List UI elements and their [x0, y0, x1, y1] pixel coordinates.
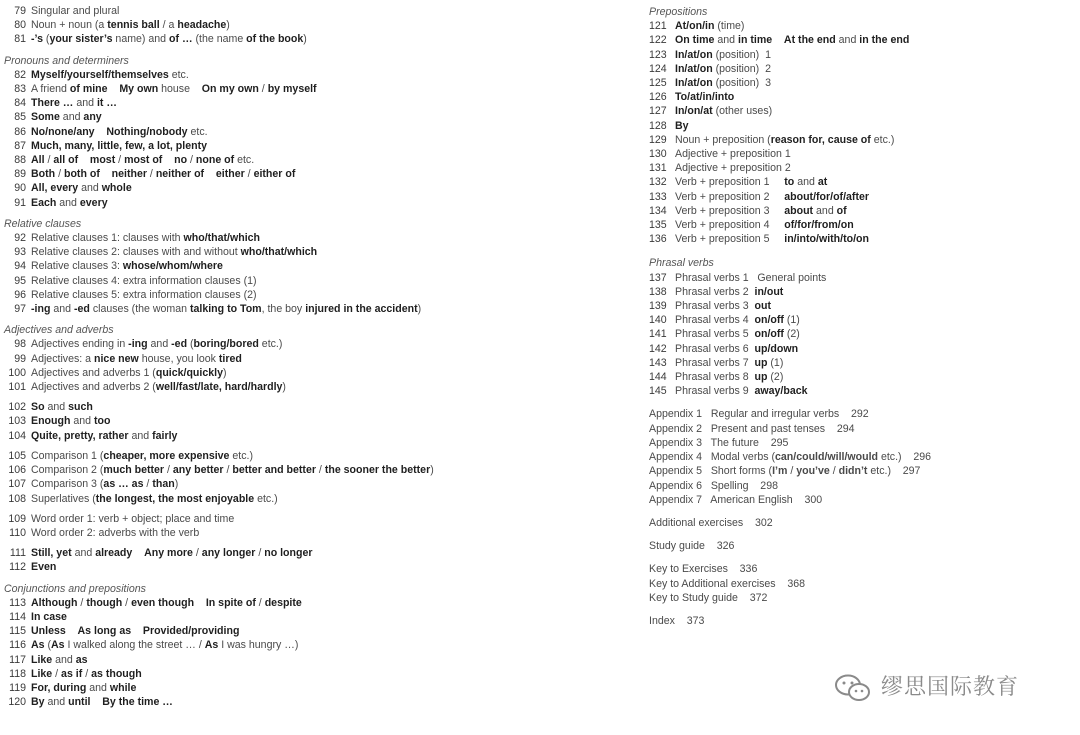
unit-number: 114 [9, 610, 26, 623]
unit-title: Phrasal verbs 5 on/off (2) [675, 328, 800, 341]
unit-title: Unless As long as Provided/providing [31, 625, 240, 638]
unit-entry [4, 245, 544, 259]
unit-number: 86 [14, 125, 26, 138]
unit-title: So and such [31, 401, 93, 414]
unit-entry [4, 196, 544, 210]
unit-title: Adjective + preposition 1 [675, 148, 791, 161]
unit-entry [4, 512, 544, 526]
unit-title: Relative clauses 1: clauses with who/that/which [31, 232, 261, 245]
unit-number: 128 [649, 119, 667, 132]
unit-entry [649, 232, 1069, 246]
unit-title: Phrasal verbs 7 up (1) [675, 356, 784, 369]
unit-title: In/at/on (position) 1 [675, 48, 771, 61]
unit-number: 105 [8, 449, 26, 462]
unit-entry [649, 204, 1069, 218]
unit-entry [4, 153, 544, 167]
back-matter-entry: Appendix 6 Spelling 298 [649, 479, 778, 492]
unit-entry [4, 366, 544, 380]
back-matter-entry: Appendix 1 Regular and irregular verbs 292 [649, 408, 869, 421]
unit-number: 82 [14, 68, 26, 81]
unit-title: Adjectives: a nice new house, you look tired [31, 352, 242, 365]
back-matter-entry: Index 373 [649, 614, 705, 627]
unit-entry [649, 356, 1069, 370]
unit-number: 136 [649, 233, 667, 246]
unit-number: 92 [14, 232, 26, 245]
unit-entry [4, 352, 544, 366]
unit-title: At/on/in (time) [675, 20, 745, 33]
unit-entry [4, 125, 544, 139]
unit-title: Adjectives and adverbs 2 (well/fast/late, hard/hardly) [31, 381, 286, 394]
section-heading: Conjunctions and prepositions [4, 582, 146, 595]
unit-entry [4, 231, 544, 245]
unit-number: 85 [14, 111, 26, 124]
unit-entry [4, 546, 544, 560]
unit-title: In/on/at (other uses) [675, 105, 773, 118]
unit-title: Much, many, little, few, a lot, plenty [31, 139, 207, 152]
unit-entry [4, 181, 544, 195]
unit-entry [649, 104, 1069, 118]
unit-number: 104 [8, 429, 26, 442]
unit-number: 115 [9, 625, 26, 638]
back-matter-entry: Appendix 7 American English 300 [649, 493, 823, 506]
section-heading: Adjectives and adverbs [4, 324, 114, 337]
unit-number: 90 [14, 182, 26, 195]
unit-number: 106 [8, 464, 26, 477]
unit-title: All / all of most / most of no / none of etc. [31, 154, 255, 167]
unit-entry [649, 90, 1069, 104]
unit-title: Phrasal verbs 9 away/back [675, 385, 808, 398]
unit-number: 137 [649, 271, 667, 284]
unit-title: Superlatives (the longest, the most enjoyable etc.) [31, 492, 278, 505]
unit-entry [4, 18, 544, 32]
unit-number: 116 [9, 639, 26, 652]
unit-number: 107 [8, 478, 26, 491]
unit-entry [4, 596, 544, 610]
unit-entry [649, 175, 1069, 189]
unit-number: 83 [14, 83, 26, 96]
unit-number: 111 [9, 547, 26, 560]
unit-number: 132 [649, 176, 667, 189]
spacer [4, 47, 544, 53]
unit-title: Adjective + preposition 2 [675, 162, 791, 175]
unit-entry [4, 638, 544, 652]
unit-entry [649, 161, 1069, 175]
unit-number: 101 [8, 381, 26, 394]
unit-title: Myself/yourself/themselves etc. [31, 68, 189, 81]
back-matter-entry: Key to Additional exercises 368 [649, 577, 806, 590]
unit-title: Word order 1: verb + object; place and time [31, 512, 235, 525]
unit-title: -ing and -ed clauses (the woman talking to Tom, the boy injured in the accident) [31, 303, 422, 316]
back-matter-entry: Appendix 4 Modal verbs (can/could/will/would etc.) 296 [649, 451, 932, 464]
unit-title: Verb + preposition 1 to and at [675, 176, 828, 189]
unit-entry [4, 695, 544, 709]
unit-title: Adjectives and adverbs 1 (quick/quickly) [31, 366, 227, 379]
unit-entry [4, 288, 544, 302]
unit-entry [4, 477, 544, 491]
unit-entry [4, 110, 544, 124]
unit-entry [4, 274, 544, 288]
unit-number: 145 [649, 385, 667, 398]
back-matter-entry: Key to Study guide 372 [649, 591, 768, 604]
unit-number: 93 [14, 246, 26, 259]
unit-entry [4, 429, 544, 443]
unit-entry [649, 313, 1069, 327]
unit-number: 121 [649, 20, 667, 33]
unit-entry [649, 271, 1069, 285]
unit-number: 81 [14, 33, 26, 46]
unit-title: In/at/on (position) 3 [675, 77, 771, 90]
unit-title: Relative clauses 5: extra information clauses (2) [31, 288, 257, 301]
unit-entry [649, 342, 1069, 356]
unit-number: 79 [14, 5, 26, 17]
unit-title: Quite, pretty, rather and fairly [31, 429, 178, 442]
unit-number: 142 [649, 342, 667, 355]
unit-title: For, during and while [31, 681, 137, 694]
unit-entry [649, 285, 1069, 299]
unit-title: Phrasal verbs 1 General points [675, 271, 827, 284]
unit-title: As (As I walked along the street … / As I was hungry …) [31, 639, 299, 652]
unit-number: 117 [9, 653, 26, 666]
back-matter-entry: Study guide 326 [649, 540, 735, 553]
unit-number: 109 [8, 512, 26, 525]
contents-column-right [649, 4, 1069, 628]
unit-number: 129 [649, 133, 667, 146]
back-matter-entry: Key to Exercises 336 [649, 563, 758, 576]
unit-entry [649, 147, 1069, 161]
wechat-icon [833, 673, 873, 703]
unit-entry [4, 68, 544, 82]
unit-title: In/at/on (position) 2 [675, 62, 771, 75]
section-heading: Pronouns and determiners [4, 54, 129, 67]
unit-entry [4, 414, 544, 428]
unit-title: On time and in time At the end and in the end [675, 34, 910, 47]
spacer [649, 246, 1069, 255]
unit-number: 123 [649, 48, 667, 61]
unit-title: All, every and whole [31, 182, 132, 195]
unit-entry [649, 370, 1069, 384]
unit-number: 120 [8, 696, 26, 709]
unit-title: In case [31, 610, 67, 623]
back-matter-entry: Appendix 2 Present and past tenses 294 [649, 422, 855, 435]
unit-entry [649, 76, 1069, 90]
unit-entry [649, 384, 1069, 398]
unit-entry [649, 119, 1069, 133]
unit-number: 89 [14, 168, 26, 181]
unit-entry [4, 681, 544, 695]
unit-number: 110 [9, 526, 26, 539]
unit-number: 140 [649, 314, 667, 327]
unit-number: 112 [9, 561, 26, 574]
unit-number: 95 [14, 274, 26, 287]
unit-title: Some and any [31, 111, 102, 124]
unit-entry [4, 400, 544, 414]
unit-number: 113 [9, 596, 26, 609]
unit-number: 84 [14, 97, 26, 110]
unit-entry [649, 19, 1069, 33]
unit-entry [4, 82, 544, 96]
unit-title: By and until By the time … [31, 696, 173, 709]
spacer [4, 575, 544, 581]
unit-title: Phrasal verbs 3 out [675, 300, 771, 313]
unit-entry [4, 139, 544, 153]
unit-number: 139 [649, 300, 667, 313]
unit-entry [4, 449, 544, 463]
unit-number: 97 [14, 303, 26, 316]
unit-number: 118 [9, 667, 26, 680]
unit-number: 134 [649, 204, 667, 217]
unit-entry [4, 653, 544, 667]
unit-title: Comparison 2 (much better / any better / better and better / the sooner the better) [31, 464, 434, 477]
unit-title: -’s (your sister’s name) and of … (the name of the book) [31, 33, 307, 46]
unit-entry [4, 380, 544, 394]
spacer [649, 398, 1069, 407]
unit-title: Relative clauses 2: clauses with and without who/that/which [31, 246, 318, 259]
unit-title: Phrasal verbs 8 up (2) [675, 371, 784, 384]
unit-title: Relative clauses 3: whose/whom/where [31, 260, 223, 273]
spacer [4, 210, 544, 216]
unit-title: To/at/in/into [675, 91, 735, 104]
spacer [4, 316, 544, 322]
unit-entry [4, 560, 544, 574]
unit-title: Comparison 3 (as … as / than) [31, 478, 179, 491]
unit-number: 124 [649, 62, 667, 75]
unit-number: 141 [649, 328, 667, 341]
unit-title: Phrasal verbs 4 on/off (1) [675, 314, 800, 327]
spacer [649, 507, 1069, 516]
back-matter-entry: Appendix 5 Short forms (I’m / you’ve / didn’t etc.) 297 [649, 465, 921, 478]
unit-title: Enough and too [31, 415, 111, 428]
unit-title: Verb + preposition 2 about/for/of/after [675, 190, 869, 203]
unit-number: 99 [14, 352, 26, 365]
unit-title: Comparison 1 (cheaper, more expensive etc.) [31, 449, 253, 462]
unit-number: 119 [9, 681, 26, 694]
unit-entry [4, 96, 544, 110]
unit-title: Although / though / even though In spite of / despite [31, 596, 302, 609]
contents-column-left [4, 4, 544, 709]
unit-title: Adjectives ending in -ing and -ed (boring/bored etc.) [31, 338, 283, 351]
unit-number: 108 [8, 492, 26, 505]
unit-entry [649, 299, 1069, 313]
unit-entry [4, 624, 544, 638]
unit-title: No/none/any Nothing/nobody etc. [31, 125, 208, 138]
unit-number: 125 [649, 77, 667, 90]
unit-number: 80 [14, 19, 26, 32]
unit-title: Verb + preposition 4 of/for/from/on [675, 219, 854, 232]
unit-entry [649, 327, 1069, 341]
unit-number: 143 [649, 356, 667, 369]
unit-title: Both / both of neither / neither of either / either of [31, 168, 296, 181]
unit-title: Like and as [31, 653, 88, 666]
unit-number: 144 [649, 371, 667, 384]
unit-number: 98 [14, 338, 26, 351]
unit-number: 122 [649, 34, 667, 47]
unit-title: There … and it … [31, 97, 117, 110]
section-heading: Prepositions [649, 6, 708, 18]
watermark [833, 673, 1019, 703]
unit-title: A friend of mine My own house On my own / by myself [31, 83, 317, 96]
unit-number: 88 [14, 154, 26, 167]
unit-number: 100 [8, 366, 26, 379]
spacer [649, 605, 1069, 614]
unit-number: 130 [649, 148, 667, 161]
unit-number: 91 [14, 196, 26, 209]
unit-number: 102 [8, 401, 26, 414]
spacer [649, 530, 1069, 539]
unit-entry [4, 302, 544, 316]
unit-title: Noun + noun (a tennis ball / a headache) [31, 19, 230, 32]
unit-entry [649, 190, 1069, 204]
unit-title: Word order 2: adverbs with the verb [31, 526, 200, 539]
unit-number: 138 [649, 285, 667, 298]
unit-title: Verb + preposition 5 in/into/with/to/on [675, 233, 869, 246]
unit-entry [649, 218, 1069, 232]
unit-entry [4, 667, 544, 681]
unit-number: 87 [14, 139, 26, 152]
unit-title: By [675, 119, 689, 132]
section-heading: Relative clauses [4, 217, 82, 230]
unit-number: 133 [649, 190, 667, 203]
watermark-text: 缪思国际教育 [881, 674, 1020, 700]
unit-number: 94 [14, 260, 26, 273]
unit-entry [4, 463, 544, 477]
unit-title: Relative clauses 4: extra information clauses (1) [31, 274, 257, 287]
unit-number: 126 [649, 91, 667, 104]
unit-title: Like / as if / as though [31, 667, 142, 680]
unit-entry [649, 62, 1069, 76]
back-matter-entry: Additional exercises 302 [649, 516, 773, 529]
unit-title: Each and every [31, 196, 108, 209]
unit-entry [4, 167, 544, 181]
unit-entry [4, 4, 544, 18]
unit-number: 96 [14, 288, 26, 301]
unit-entry [649, 33, 1069, 47]
unit-title: Phrasal verbs 6 up/down [675, 342, 799, 355]
unit-entry [4, 610, 544, 624]
unit-number: 127 [649, 105, 667, 118]
unit-entry [4, 337, 544, 351]
unit-entry [4, 492, 544, 506]
unit-number: 131 [649, 162, 667, 175]
unit-title: Verb + preposition 3 about and of [675, 204, 847, 217]
unit-entry [4, 32, 544, 46]
spacer [649, 553, 1069, 562]
unit-title: Singular and plural [31, 5, 120, 17]
unit-entry [649, 133, 1069, 147]
unit-number: 135 [649, 219, 667, 232]
unit-title: Phrasal verbs 2 in/out [675, 285, 784, 298]
unit-number: 103 [8, 415, 26, 428]
section-heading: Phrasal verbs [649, 257, 714, 270]
unit-entry [4, 259, 544, 273]
unit-title: Even [31, 561, 57, 574]
unit-entry [649, 48, 1069, 62]
unit-entry [4, 526, 544, 540]
unit-title: Noun + preposition (reason for, cause of etc.) [675, 133, 895, 146]
back-matter-entry: Appendix 3 The future 295 [649, 436, 789, 449]
unit-title: Still, yet and already Any more / any longer / no longer [31, 547, 313, 560]
